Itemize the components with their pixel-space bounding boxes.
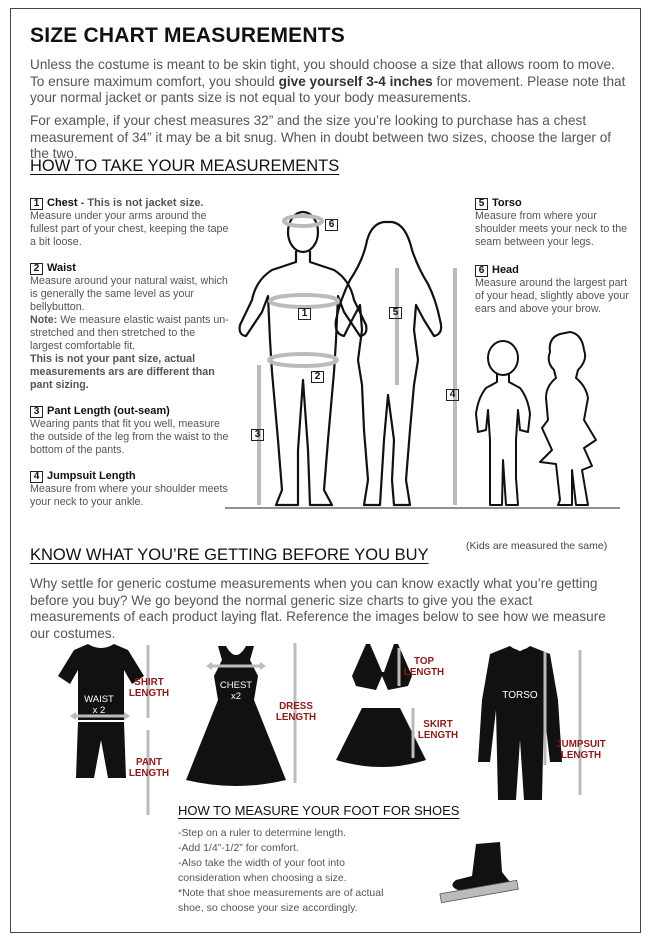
waist-label-line2: x 2	[92, 705, 106, 716]
top-length-label	[400, 656, 448, 678]
marker-label: 6	[325, 219, 338, 231]
waist-label	[76, 694, 122, 716]
item-title: Pant Length (out-seam)	[47, 405, 170, 417]
note-label: Note:	[30, 314, 58, 326]
shoe-line: *Note that shoe measurements are of actual	[178, 887, 384, 899]
jumpsuit-shape	[478, 646, 562, 800]
shoe-instructions	[178, 826, 418, 916]
shoe-line: -Add 1/4”-1/2” for comfort.	[178, 842, 299, 854]
skirt-length-label	[414, 719, 462, 741]
item-title: Chest	[47, 197, 78, 209]
marker-label: 5	[389, 307, 402, 319]
intro-text-a: Unless the costume is meant to be skin tight, you should choose a size that allows room to move. To ensure maximum comfort, you should	[30, 57, 615, 89]
marker-label: 2	[311, 371, 324, 383]
waist-label-line1: WAIST	[84, 694, 114, 705]
pant-length-line1: PANT	[136, 757, 162, 768]
jumpsuit-length-line2: LENGTH	[560, 750, 602, 761]
warning-text: This is not your pant size, actual measurements ars are different than pant sizing.	[30, 353, 215, 391]
shoe-line: consideration when choosing a size.	[178, 872, 347, 884]
number-box: 4	[30, 471, 43, 483]
note-text: We measure elastic waist pants un-stretched and then stretched to the largest comfortable fit.	[30, 314, 229, 352]
kids-caption: (Kids are measured the same)	[466, 540, 608, 552]
marker-label: 1	[298, 308, 311, 320]
item-text: Measure around the largest part of your head, slightly above your ears and above your brow.	[475, 277, 629, 315]
shoe-section-heading: HOW TO MEASURE YOUR FOOT FOR SHOES	[178, 803, 460, 818]
dress-length-line1: DRESS	[279, 701, 313, 712]
pant-length-line2: LENGTH	[128, 768, 170, 779]
pant-length-label	[126, 757, 172, 779]
dress-length-line2: LENGTH	[275, 712, 317, 723]
intro-paragraph-2: For example, if your chest measures 32” and the size you’re looking to purchase has a chest measurement of 34” it may be a bit snug. When in doubt between two sizes, choose the larger of the two.	[30, 113, 612, 161]
item-title: Head	[492, 264, 519, 276]
item-text: Wearing pants that fit you well, measure the outside of the leg from the waist to the bottom of the pants.	[30, 418, 229, 456]
item-title: Torso	[492, 197, 522, 209]
shoe-line: -Also take the width of your foot into	[178, 857, 345, 869]
know-section-heading: KNOW WHAT YOU’RE GETTING BEFORE YOU BUY	[30, 546, 429, 564]
chest-label-line2: x2	[230, 691, 242, 702]
shirt-length-line2: LENGTH	[128, 688, 170, 699]
jumpsuit-length-line1: JUMPSUIT	[556, 739, 606, 750]
item-title: Jumpsuit Length	[47, 470, 136, 482]
top-length-line2: LENGTH	[403, 667, 445, 678]
item-text: Measure around your natural waist, which is generally the same level as your bellybutton.	[30, 275, 228, 313]
intro-text-b: for movement. Please note that your normal jacket or pants size is not equal to your body measurements.	[30, 73, 626, 105]
marker-label: 4	[446, 389, 459, 401]
marker-label: 3	[251, 429, 264, 441]
skirt-length-line2: LENGTH	[417, 730, 459, 741]
chest-label-line1: CHEST	[219, 680, 253, 691]
pants-shape	[76, 722, 126, 778]
shirt-length-label	[126, 677, 172, 699]
jumpsuit-figure	[478, 646, 562, 800]
item-text: Measure from where your shoulder meets your neck to the seam between your legs.	[475, 210, 628, 248]
page-title: SIZE CHART MEASUREMENTS	[30, 24, 345, 47]
number-box: 2	[30, 263, 43, 275]
foot-on-ruler	[440, 842, 518, 903]
skirt-length-line1: SKIRT	[423, 719, 453, 730]
torso-label: TORSO	[502, 690, 538, 701]
shoe-line: shoe, so choose your size accordingly.	[178, 902, 358, 914]
number-box: 6	[475, 265, 488, 277]
know-section-text: Why settle for generic costume measurements when you can know exactly what you’re getting before you buy? We go beyond the normal generic size charts to give you the exact measurements of each product laying flat. Reference the images below to see how we measure our costumes.	[30, 576, 606, 641]
item-text: Measure from where your shoulder meets your neck to your ankle.	[30, 483, 228, 508]
number-box: 5	[475, 198, 488, 210]
item-text: Measure under your arms around the fullest part of your chest, keeping the tape a bit loose.	[30, 210, 229, 248]
number-box: 3	[30, 406, 43, 418]
shirt-length-line1: SHIRT	[134, 677, 164, 688]
shoe-line: -Step on a ruler to determine length.	[178, 827, 347, 839]
how-to-measure-heading: HOW TO TAKE YOUR MEASUREMENTS	[30, 157, 340, 175]
item-title: Waist	[47, 262, 76, 274]
chest-label	[214, 680, 258, 702]
jumpsuit-length-label	[552, 739, 610, 761]
intro-bold: give yourself 3-4 inches	[278, 73, 433, 89]
dress-length-label	[272, 701, 320, 723]
top-length-line1: TOP	[414, 656, 434, 667]
number-box: 1	[30, 198, 43, 210]
item-title-note: - This is not jacket size.	[77, 197, 204, 209]
